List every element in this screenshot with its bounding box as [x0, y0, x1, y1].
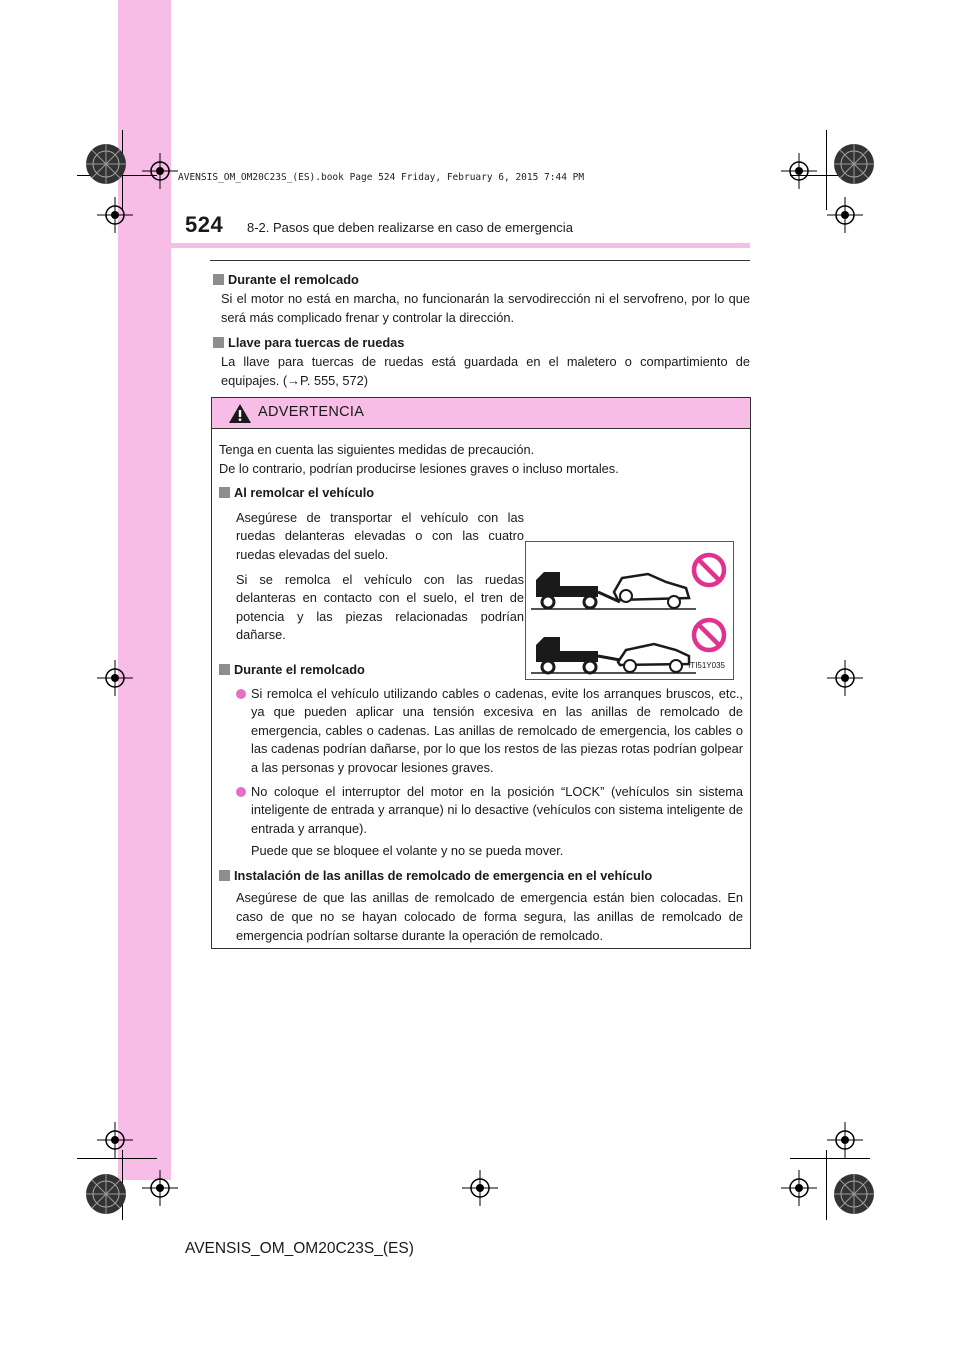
crosshair-mark: [97, 1122, 133, 1158]
tow-paragraph: Asegúrese de transportar el vehículo con las ruedas delanteras elevadas o con las cuatro ruedas elevadas del suelo.: [236, 509, 524, 562]
square-bullet-icon: [219, 664, 230, 675]
square-bullet-icon: [213, 274, 224, 285]
footer-doc-code: AVENSIS_OM_OM20C23S_(ES): [185, 1240, 414, 1257]
bullet-note: Puede que se bloquee el volante y no se pueda mover.: [251, 843, 564, 859]
main-text: [213, 268, 750, 396]
section-paragraph: La llave para tuercas de ruedas está guardada en el maletero o compartimiento de equipajes. (→P. 555, 572): [221, 354, 750, 388]
header-divider: [210, 260, 750, 261]
registration-disc-mark: [832, 142, 876, 186]
warning-triangle-icon: [228, 403, 252, 424]
circle-bullet-icon: [236, 689, 246, 699]
install-heading: Instalación de las anillas de remolcado de emergencia en el vehículo: [219, 867, 743, 886]
warning-header: [212, 398, 750, 429]
crosshair-mark: [97, 197, 133, 233]
square-bullet-icon: [219, 487, 230, 498]
crop-mark: [826, 1150, 827, 1220]
chapter-title: 8-2. Pasos que deben realizarse en caso de emergencia: [247, 220, 573, 235]
tow-illustration: [525, 541, 734, 680]
crosshair-mark: [97, 660, 133, 696]
section-heading: Durante el remolcado: [213, 270, 750, 289]
square-bullet-icon: [219, 870, 230, 881]
page-number: 524: [185, 212, 224, 237]
warning-body: [212, 429, 750, 945]
tow-scene-front-lifted: [531, 555, 724, 609]
square-bullet-icon: [213, 337, 224, 348]
crosshair-mark: [462, 1170, 498, 1206]
install-paragraph: Asegúrese de que las anillas de remolcado de emergencia están bien colocadas. En caso de que no se hayan colocado de forma segura, las anillas de remolcado de emergencia podrían soltarse durante la operación de remolcado.: [236, 890, 743, 943]
crosshair-mark: [827, 1122, 863, 1158]
registration-disc-mark: [832, 1172, 876, 1216]
registration-disc-mark: [84, 142, 128, 186]
crosshair-mark: [781, 1170, 817, 1206]
crop-mark: [77, 1158, 157, 1159]
section-paragraph: Si el motor no está en marcha, no funcionarán la servodirección ni el servofreno, por lo que será más complicado frenar y controlar la dirección.: [221, 291, 750, 325]
crop-mark: [790, 1158, 870, 1159]
bullet-item: No coloque el interruptor del motor en la posición “LOCK” (vehículos sin sistema inteligente de entrada y arranque) ni lo desactive (vehículos con sistema inteligente de entrada y arranque).: [219, 783, 743, 839]
during-heading: Durante el remolcado: [219, 661, 743, 680]
crosshair-mark: [827, 660, 863, 696]
crosshair-mark: [142, 1170, 178, 1206]
registration-disc-mark: [84, 1172, 128, 1216]
warning-box: [211, 397, 751, 949]
warning-title: ADVERTENCIA: [258, 404, 365, 420]
tow-heading: Al remolcar el vehículo: [219, 484, 743, 503]
crosshair-mark: [781, 153, 817, 189]
book-file-info: AVENSIS_OM_OM20C23S_(ES).book Page 524 Friday, February 6, 2015 7:44 PM: [178, 172, 585, 183]
tow-paragraph: Si se remolca el vehículo con las ruedas delanteras en contacto con el suelo, el tren de potencia y las piezas relacionadas podrían dañarse.: [236, 571, 524, 643]
header-color-rule: [118, 243, 750, 248]
warning-intro: Tenga en cuenta las siguientes medidas de precaución. De lo contrario, podrían producirse lesiones graves o incluso mortales.: [219, 442, 619, 476]
section-heading: Llave para tuercas de ruedas: [213, 333, 750, 352]
circle-bullet-icon: [236, 787, 246, 797]
crosshair-mark: [142, 153, 178, 189]
figure-code: ITI51Y035: [688, 661, 725, 671]
bullet-item: Si remolca el vehículo utilizando cables o cadenas, evite los arranques bruscos, etc., ya que pueden aplicar una tensión excesiva en las anillas de remolcado de emergencia, cables o cadenas. Las anillas de remolcado de emergencia, los cables o las cadenas podrían dañarse, por lo que los restos de las piezas rotas podrían golpear a las personas y provocar lesiones graves.: [219, 685, 743, 778]
crosshair-mark: [827, 197, 863, 233]
